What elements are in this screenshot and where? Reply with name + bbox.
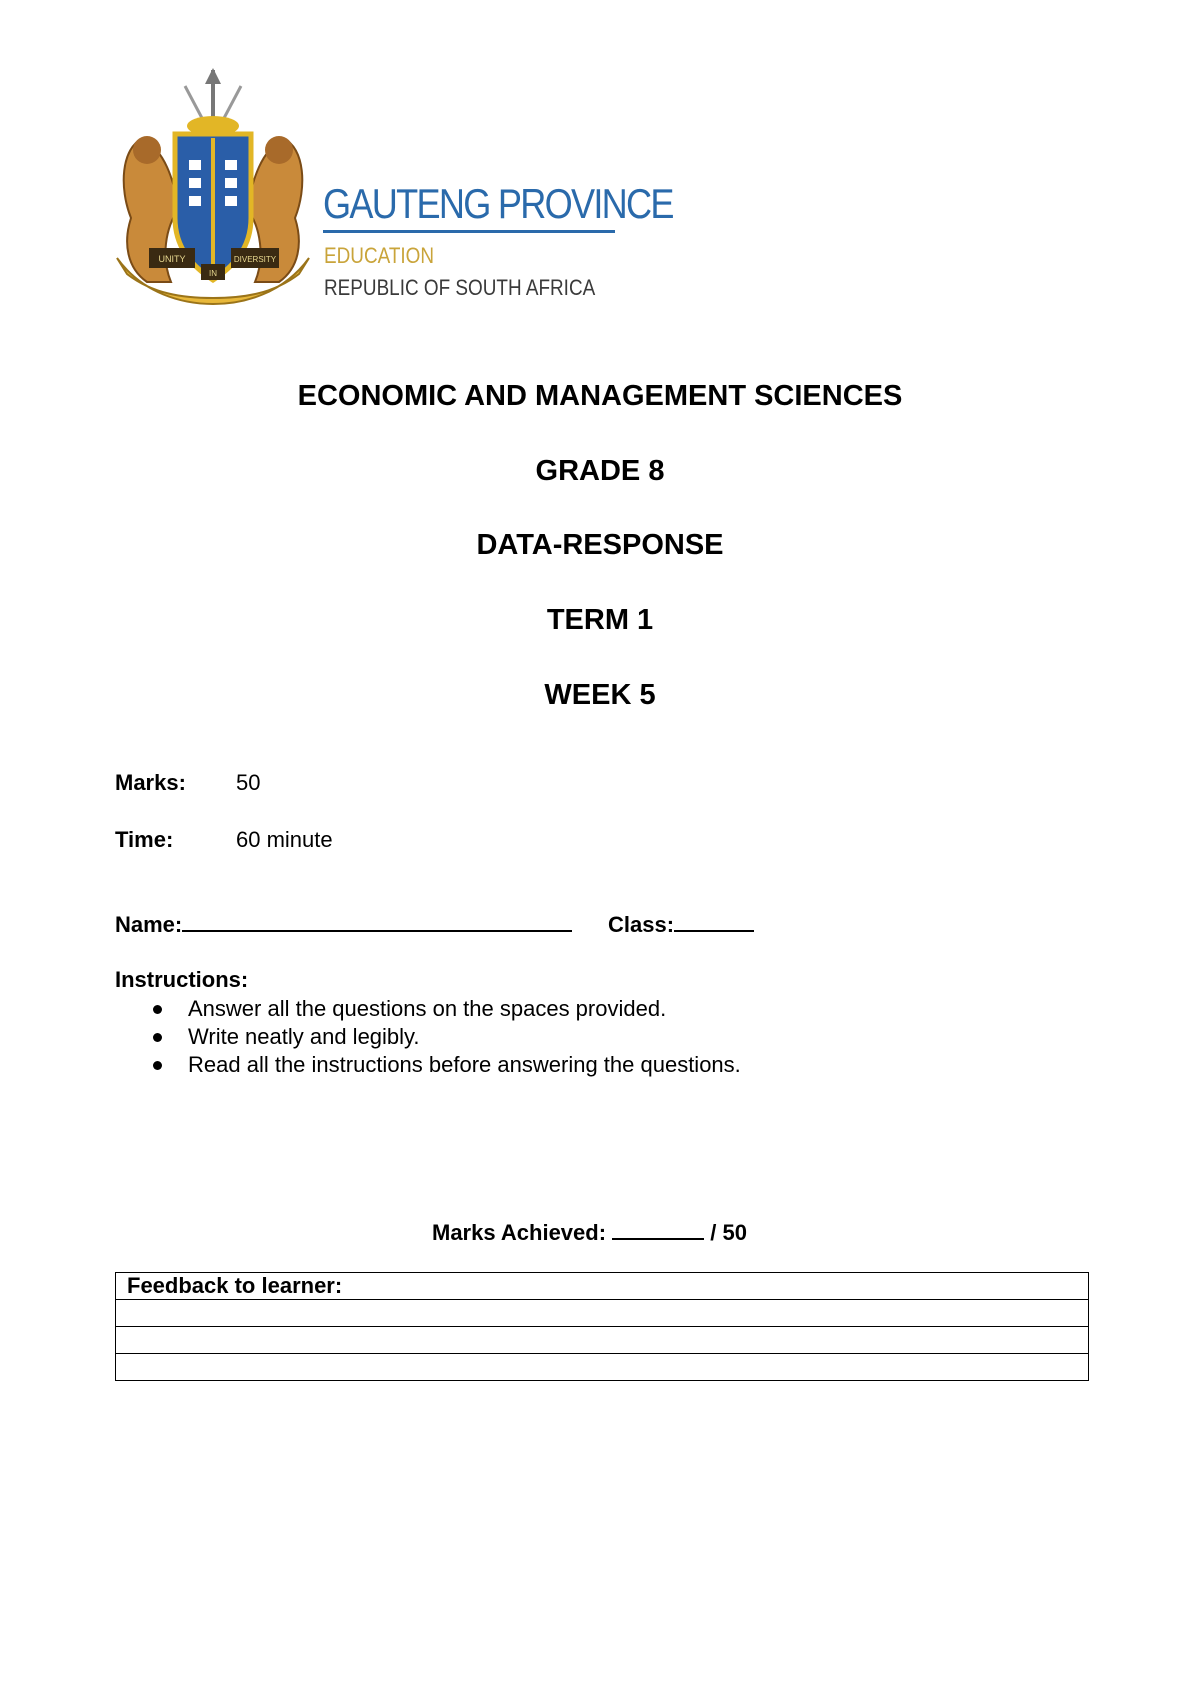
task-title: DATA-RESPONSE <box>476 529 724 561</box>
gauteng-education-logo <box>113 68 673 318</box>
org-name: GAUTENG PROVINCE <box>323 180 673 227</box>
marks-achieved-label: Marks Achieved: <box>432 1220 607 1245</box>
grade-title: GRADE 8 <box>535 455 665 487</box>
instructions-list <box>150 995 741 1079</box>
class-field[interactable] <box>608 910 754 938</box>
marks-label: Marks: <box>115 770 186 795</box>
feedback-line[interactable] <box>116 1327 1089 1354</box>
class-label: Class: <box>608 912 675 937</box>
feedback-line[interactable] <box>116 1354 1089 1381</box>
marks-achieved <box>432 1218 747 1246</box>
country-name: REPUBLIC OF SOUTH AFRICA <box>324 275 596 300</box>
coat-of-arms-icon <box>113 68 313 318</box>
time-value: 60 minute <box>236 827 333 852</box>
subject-title: ECONOMIC AND MANAGEMENT SCIENCES <box>297 380 903 412</box>
motto-center: IN <box>209 269 217 278</box>
motto-right: DIVERSITY <box>233 255 277 264</box>
name-label: Name: <box>115 912 183 937</box>
time-label: Time: <box>115 827 174 852</box>
org-name-underline <box>323 230 615 233</box>
feedback-table <box>115 1272 1089 1381</box>
instruction-item: Read all the instructions before answering the questions. <box>150 1051 741 1079</box>
marks-achieved-total: / 50 <box>710 1220 747 1245</box>
week-title: WEEK 5 <box>544 679 656 711</box>
feedback-line[interactable] <box>116 1300 1089 1327</box>
instruction-item: Write neatly and legibly. <box>150 1023 741 1051</box>
name-field[interactable] <box>115 910 572 938</box>
marks-value: 50 <box>236 770 261 795</box>
class-blank[interactable] <box>674 910 754 932</box>
instruction-item: Answer all the questions on the spaces provided. <box>150 995 741 1023</box>
feedback-label: Feedback to learner: <box>116 1273 1089 1300</box>
motto-left: UNITY <box>158 254 186 264</box>
marks-achieved-blank[interactable] <box>612 1218 704 1240</box>
department-name: EDUCATION <box>324 243 435 268</box>
term-title: TERM 1 <box>546 604 654 636</box>
name-blank[interactable] <box>182 910 572 932</box>
instructions-heading: Instructions: <box>115 967 249 992</box>
